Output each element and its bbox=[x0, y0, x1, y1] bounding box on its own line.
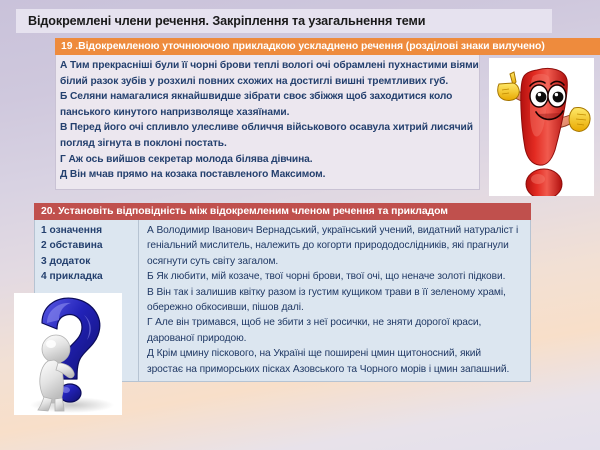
answer-line: білий разок зубів у розхилі повних схожих на достиглі вишні тремтливих губ. bbox=[60, 75, 449, 87]
example-line: осягнути суть світу загалом. bbox=[147, 255, 279, 267]
example-line: обережно обкосивши, пішов далі. bbox=[147, 302, 304, 314]
example-line: зростає на приморських пісках Азовського та Чорного морів і цмин запашний. bbox=[147, 363, 510, 375]
example-line: дарованої природою. bbox=[147, 332, 247, 344]
question-20-examples-column bbox=[139, 220, 530, 381]
question-mark-image bbox=[14, 293, 122, 415]
example-line: Б Як любити, мій козаче, твої чорні брови, твої очі, що неначе золоті підкови. bbox=[147, 271, 506, 283]
example-line: Г Але він тримався, щоб не збити з неї росички, не зняти дорогої краси, bbox=[147, 317, 482, 329]
term-item: 2 обставина bbox=[41, 240, 103, 252]
page-title: Відокремлені члени речення. Закріплення та узагальнення теми bbox=[16, 9, 552, 33]
answer-line: Б Селяни намагалися якнайшвидше зібрати своє збіжжя щоб заходитися коло bbox=[60, 91, 453, 103]
answer-line: Г Аж ось вийшов секретар молода білява дівчина. bbox=[60, 153, 313, 165]
example-line: В Він так і залишив квітку разом із густим кущиком трави в її зеленому храмі, bbox=[147, 286, 506, 298]
term-item: 1 означення bbox=[41, 225, 103, 236]
answer-line: Д Він мчав прямо на козака поставленого Максимом. bbox=[60, 169, 326, 181]
question-20-header: 20. Установіть відповідність між відокремленим членом речення та прикладом bbox=[34, 203, 531, 220]
answer-line: погляд зігнута в поклоні постать. bbox=[60, 137, 227, 149]
question-19-header: 19 .Відокремленою уточнюючою прикладкою ускладнено речення (розділові знаки вилучено) bbox=[55, 38, 600, 55]
question-19-body bbox=[55, 55, 480, 190]
answer-line: панського кинутого напризволяще хазяїнами. bbox=[60, 106, 290, 118]
answer-line: В Перед його очі спливло улесливе обличчя військового осавула хитрий лисячий bbox=[60, 122, 473, 134]
example-line: Д Крім цмину піскового, на Україні ще поширені цмин щитоносний, який bbox=[147, 348, 481, 360]
exclamation-mark-icon bbox=[489, 58, 594, 196]
example-line: А Володимир Іванович Вернадський, український учений, видатний натураліст і bbox=[147, 225, 519, 236]
term-item: 3 додаток bbox=[41, 255, 91, 267]
exclamation-mark-image bbox=[489, 58, 594, 196]
term-item: 4 прикладка bbox=[41, 271, 103, 283]
answer-line: А Тим прекрасніші були її чорні брови теплі вологі очі обрамлені пухнастими віями bbox=[60, 60, 479, 71]
example-line: геніальний мислитель, належить до когорти природодослідників, які прагнули bbox=[147, 240, 509, 252]
question-mark-icon bbox=[14, 293, 122, 415]
